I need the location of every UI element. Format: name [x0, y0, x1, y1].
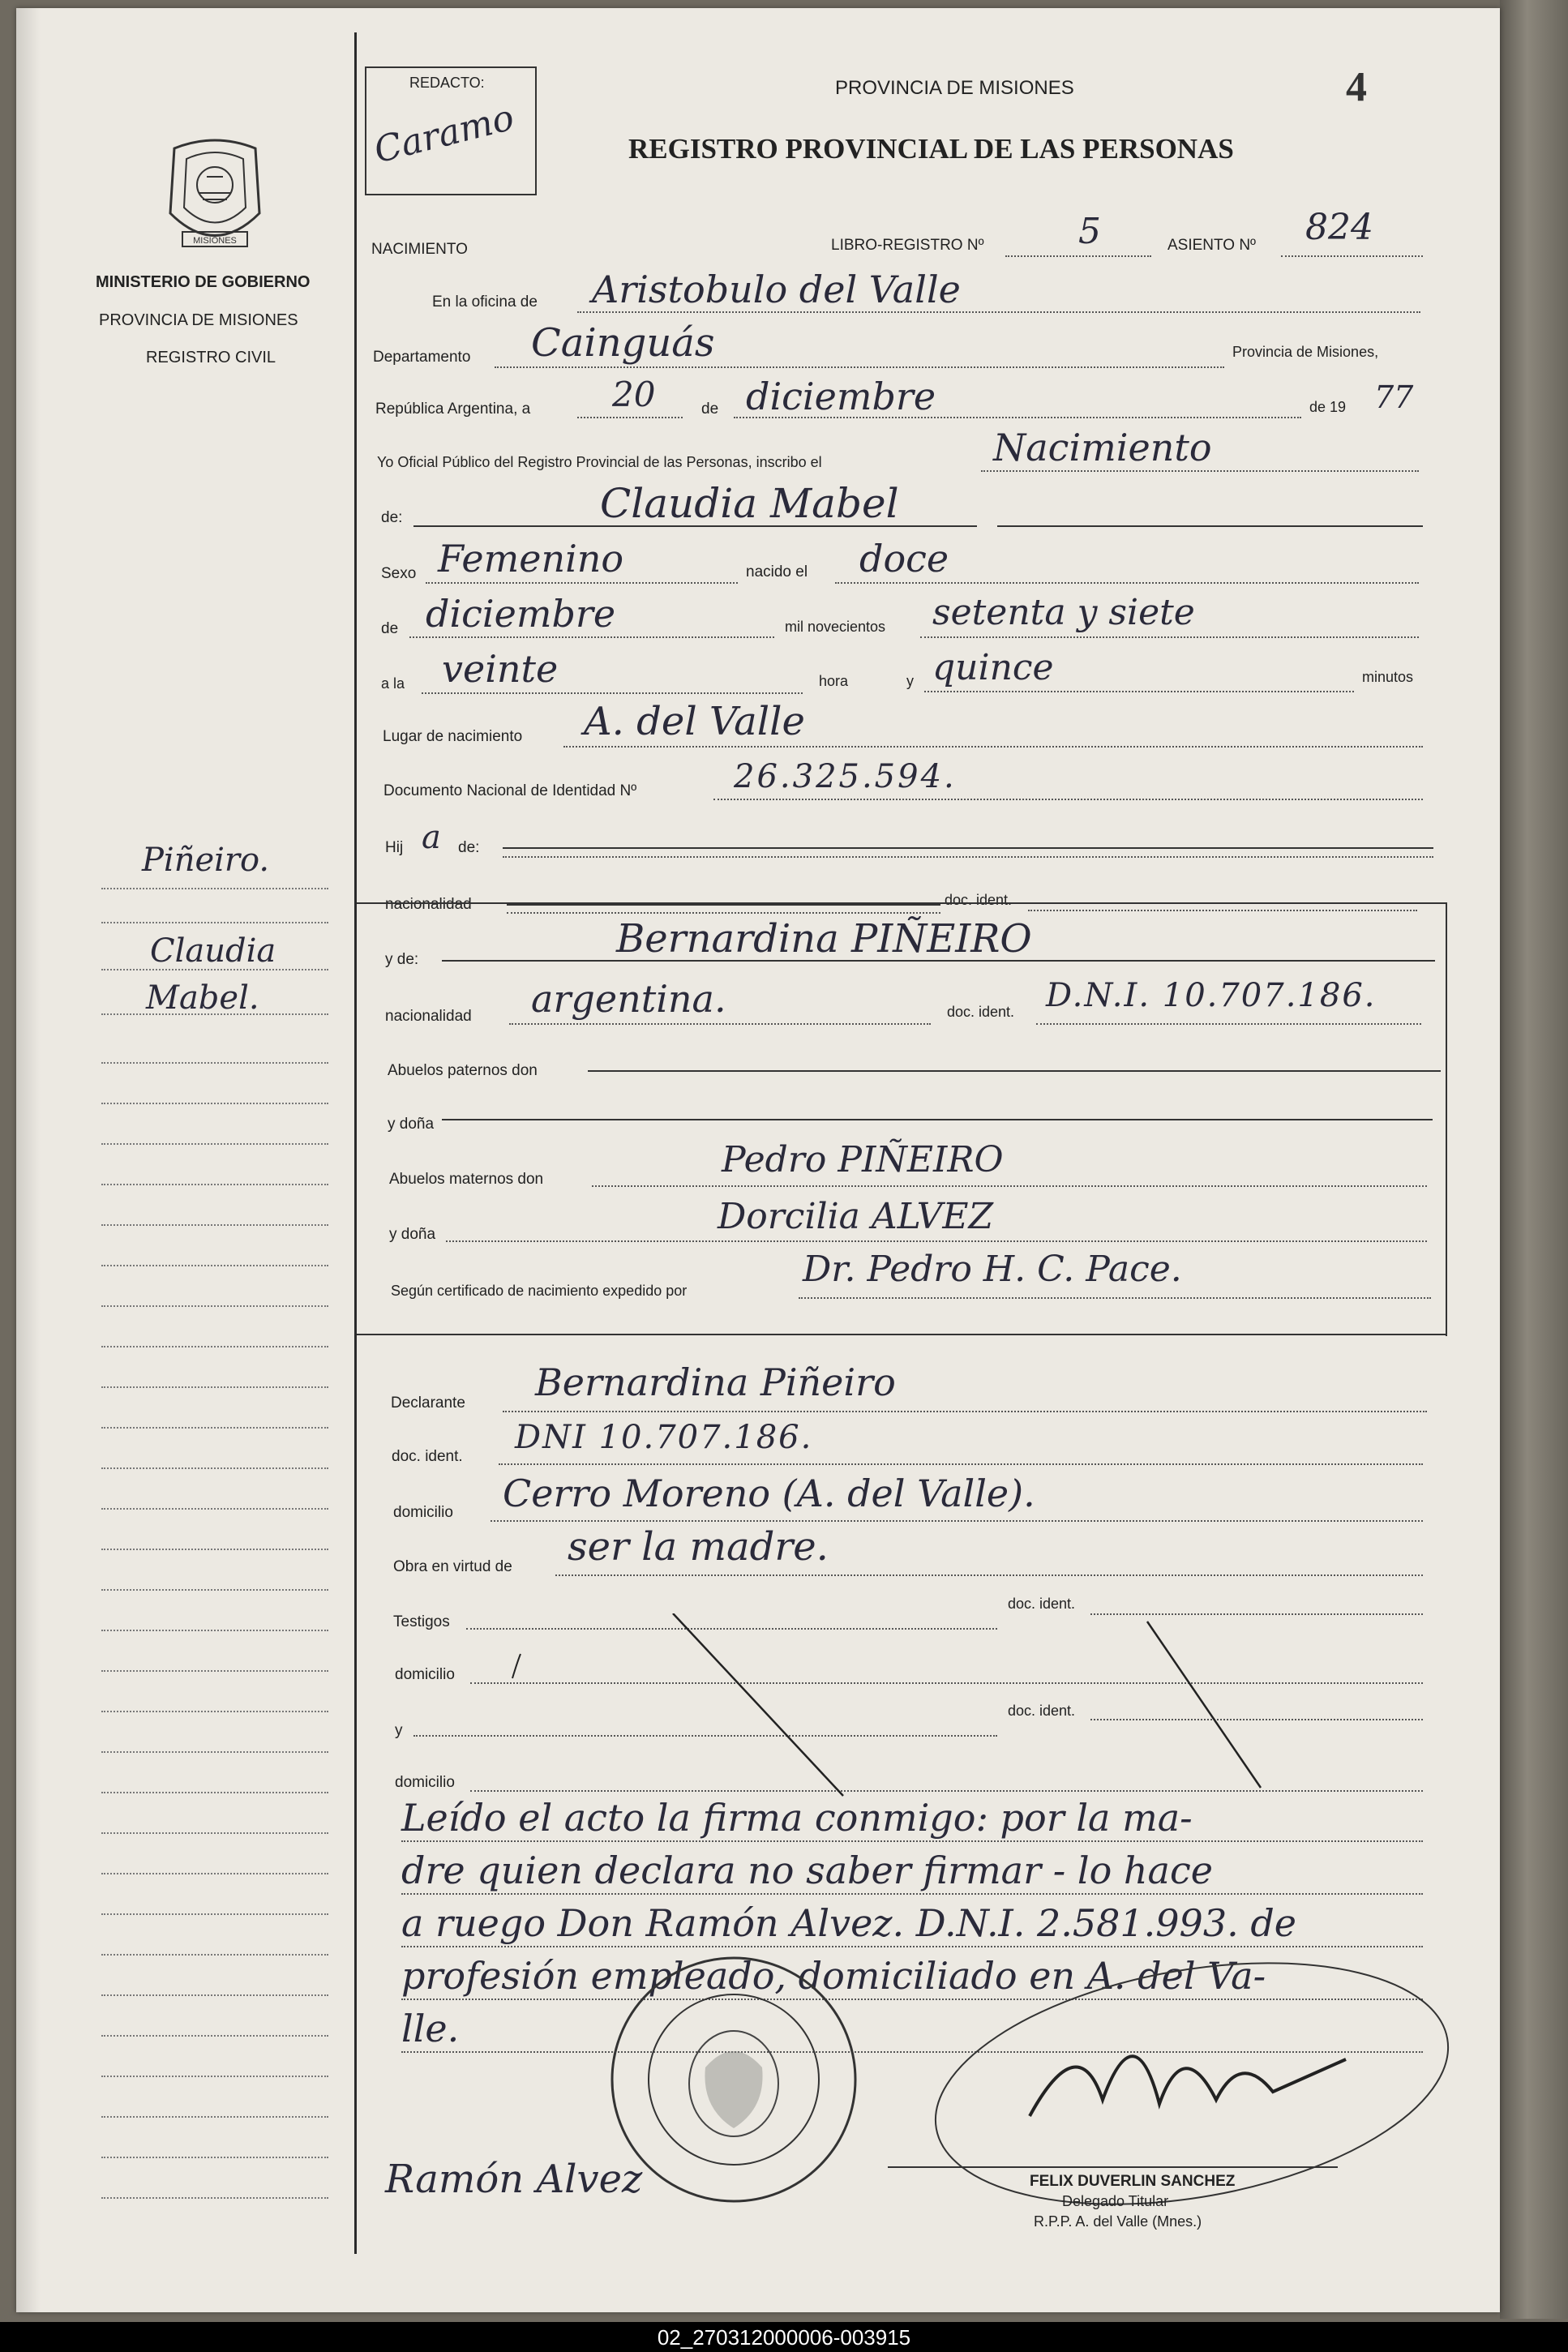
lugar-value: A. del Valle — [584, 699, 805, 744]
oficina-label: En la oficina de — [432, 293, 538, 311]
nacido-label: nacido el — [746, 563, 808, 581]
docident-2-label: doc. ident. — [947, 1004, 1015, 1020]
hora-label: hora — [819, 673, 849, 689]
de-mes-label: de — [381, 620, 399, 637]
year-prefix: de 19 — [1309, 399, 1347, 415]
abuelo-mat-value: Pedro PIÑEIRO — [722, 1139, 1004, 1180]
departamento-label: Departamento — [373, 349, 471, 366]
sexo-label: Sexo — [381, 565, 417, 582]
official-title: Delegado Titular — [1062, 2193, 1169, 2209]
domicilio-t2-label: domicilio — [395, 1774, 455, 1791]
abuela-mat-value: Dorcilia ALVEZ — [718, 1196, 994, 1237]
declarante-docident-label: doc. ident. — [392, 1448, 463, 1465]
margin-rule — [354, 32, 357, 2254]
certificado-value: Dr. Pedro H. C. Pace. — [803, 1249, 1182, 1290]
registry-title: REGISTRO PROVINCIAL DE LAS PERSONAS — [628, 133, 1234, 165]
month-value: diciembre — [746, 375, 936, 418]
ministry-registry: REGISTRO CIVIL — [146, 349, 276, 366]
year-value: 77 — [1374, 379, 1414, 415]
file-id: 02_270312000006-003915 — [657, 2325, 911, 2350]
nacionalidad-2-label: nacionalidad — [385, 1008, 472, 1025]
nacionalidad-2-value: argentina. — [531, 977, 726, 1021]
lugar-label: Lugar de nacimiento — [383, 728, 523, 745]
declarante-docident-value: DNI 10.707.186. — [515, 1419, 813, 1456]
note-line-1: Leído el acto la firma conmigo: por la ma- — [401, 1796, 1193, 1840]
provincial-seal-icon — [158, 136, 272, 258]
domicilio-t1-label: domicilio — [395, 1666, 455, 1683]
asiento-line — [1281, 255, 1423, 257]
departamento-value: Cainguás — [531, 320, 715, 366]
official-signature-line — [888, 2166, 1338, 2168]
day-line — [577, 417, 683, 418]
image-caption-bar — [0, 2322, 1568, 2352]
acto-line — [981, 470, 1419, 472]
departamento-line — [495, 366, 1224, 368]
a-la-label: a la — [381, 675, 405, 692]
anio-line — [920, 636, 1419, 638]
lugar-line — [563, 746, 1423, 748]
y-t-label: y — [395, 1722, 403, 1739]
obra-label: Obra en virtud de — [393, 1558, 512, 1575]
note-rule-1 — [401, 1840, 1423, 1842]
record-type: NACIMIENTO — [371, 241, 468, 258]
seal-label: MISIONES — [193, 236, 237, 246]
nacionalidad-1-line — [507, 904, 940, 906]
oficina-value: Aristobulo del Valle — [592, 268, 961, 311]
nacido-value: doce — [859, 537, 949, 581]
sexo-value: Femenino — [438, 537, 624, 581]
mil-label: mil novecientos — [785, 619, 886, 635]
certificado-label: Según certificado de nacimiento expedido por — [391, 1283, 688, 1299]
page-number: 4 — [1346, 64, 1367, 110]
nombre-value: Claudia Mabel — [600, 480, 899, 527]
certificado-line — [799, 1297, 1431, 1299]
domicilio-label: domicilio — [393, 1504, 453, 1521]
redacto-label: REDACTO: — [409, 75, 485, 91]
y-dona-1-label: y doña — [388, 1116, 435, 1133]
testigos-label: Testigos — [393, 1613, 450, 1630]
ministry-province: PROVINCIA DE MISIONES — [99, 311, 298, 329]
hij-de-label: de: — [458, 839, 480, 856]
margin-surname: Piñeiro. — [142, 842, 270, 879]
margin-name-1: Claudia — [150, 932, 276, 970]
oficial-label: Yo Oficial Público del Registro Provincial de las Personas, inscribo el — [377, 454, 822, 470]
y-dona-2-label: y doña — [389, 1226, 436, 1243]
official-name: FELIX DUVERLIN SANCHEZ — [1030, 2173, 1236, 2190]
hij-label: Hij — [385, 839, 404, 856]
docident-1-line — [1028, 910, 1417, 911]
dni-line — [713, 799, 1423, 800]
domicilio-value: Cerro Moreno (A. del Valle). — [503, 1472, 1035, 1515]
note-line-4: profesión empleado, domiciliado en A. del Va- — [401, 1954, 1266, 1998]
domicilio-line — [491, 1520, 1423, 1522]
minutos-line — [924, 691, 1354, 692]
asiento-label: ASIENTO Nº — [1167, 237, 1256, 254]
cancel-strokes — [503, 1613, 1313, 1800]
hij-suffix: a — [422, 819, 441, 856]
padre-dotline — [503, 856, 1433, 858]
nombre-label: de: — [381, 509, 403, 526]
redacto-signature: Caramo — [370, 96, 518, 172]
note-line-3: a ruego Don Ramón Alvez. D.N.I. 2.581.993. de — [401, 1901, 1296, 1945]
ministry-title: MINISTERIO DE GOBIERNO — [96, 273, 311, 291]
madre-value: Bernardina PIÑEIRO — [616, 916, 1032, 962]
nacionalidad-2-line — [509, 1023, 931, 1025]
docident-t1-label: doc. ident. — [1008, 1596, 1076, 1612]
nacionalidad-1-dotline — [507, 912, 940, 914]
provincia-suffix: Provincia de Misiones, — [1232, 344, 1379, 360]
padre-line — [503, 847, 1433, 849]
y-label: y — [906, 673, 914, 689]
parent-separator — [357, 902, 1447, 904]
dni-value: 26.325.594. — [734, 758, 957, 795]
oficina-line — [577, 311, 1420, 313]
nacionalidad-1-label: nacionalidad — [385, 896, 472, 913]
anio-value: setenta y siete — [932, 592, 1195, 633]
note-rule-3 — [401, 1946, 1423, 1947]
note-line-2: dre quien declara no saber firmar - lo hace — [401, 1849, 1213, 1892]
docident-1-label: doc. ident. — [945, 892, 1013, 908]
hora-line — [422, 692, 803, 694]
libro-value: 5 — [1078, 211, 1101, 252]
docident-t2-label: doc. ident. — [1008, 1703, 1076, 1719]
abuelo-pat-line — [588, 1070, 1441, 1072]
asiento-value: 824 — [1305, 207, 1373, 248]
day-value: 20 — [612, 375, 656, 414]
docident-2-value: D.N.I. 10.707.186. — [1046, 977, 1377, 1014]
declarante-label: Declarante — [391, 1394, 465, 1412]
ruego-signature: Ramón Alvez — [385, 2157, 643, 2202]
note-line-5: lle. — [401, 2007, 460, 2050]
republica-label: República Argentina, a — [375, 401, 531, 418]
acto-value: Nacimiento — [993, 426, 1212, 469]
y-de-label: y de: — [385, 951, 419, 968]
section-separator — [357, 1334, 1447, 1335]
binding-shadow — [16, 8, 41, 2312]
abuelo-mat-line — [592, 1185, 1427, 1187]
abuela-mat-line — [446, 1240, 1427, 1242]
margin-name-2: Mabel. — [146, 979, 259, 1017]
hora-value: veinte — [442, 647, 559, 691]
obra-line — [555, 1574, 1423, 1576]
official-office: R.P.P. A. del Valle (Mnes.) — [1034, 2213, 1202, 2230]
mes-line — [409, 636, 774, 638]
de-label: de — [701, 401, 719, 418]
book-spine — [1500, 0, 1568, 2319]
declarante-value: Bernardina Piñeiro — [535, 1360, 896, 1404]
mes-value: diciembre — [426, 592, 616, 636]
declarante-line — [503, 1411, 1427, 1412]
note-rule-2 — [401, 1893, 1423, 1895]
sexo-line — [426, 582, 738, 584]
declarante-docident-line — [499, 1463, 1423, 1465]
minutos-value: quince — [932, 647, 1054, 688]
abuela-pat-line — [442, 1119, 1433, 1120]
libro-line — [1005, 255, 1151, 257]
nacido-line — [835, 582, 1419, 584]
province-heading: PROVINCIA DE MISIONES — [835, 77, 1074, 99]
abuelos-mat-label: Abuelos maternos don — [389, 1171, 544, 1188]
obra-value: ser la madre. — [568, 1524, 829, 1570]
apellido-line — [997, 525, 1423, 527]
docident-2-line — [1036, 1023, 1421, 1025]
right-border — [1446, 902, 1447, 1336]
libro-label: LIBRO-REGISTRO Nº — [831, 237, 984, 254]
dni-label: Documento Nacional de Identidad Nº — [383, 782, 637, 799]
abuelos-pat-label: Abuelos paternos don — [388, 1062, 538, 1079]
minutos-label: minutos — [1362, 669, 1414, 685]
